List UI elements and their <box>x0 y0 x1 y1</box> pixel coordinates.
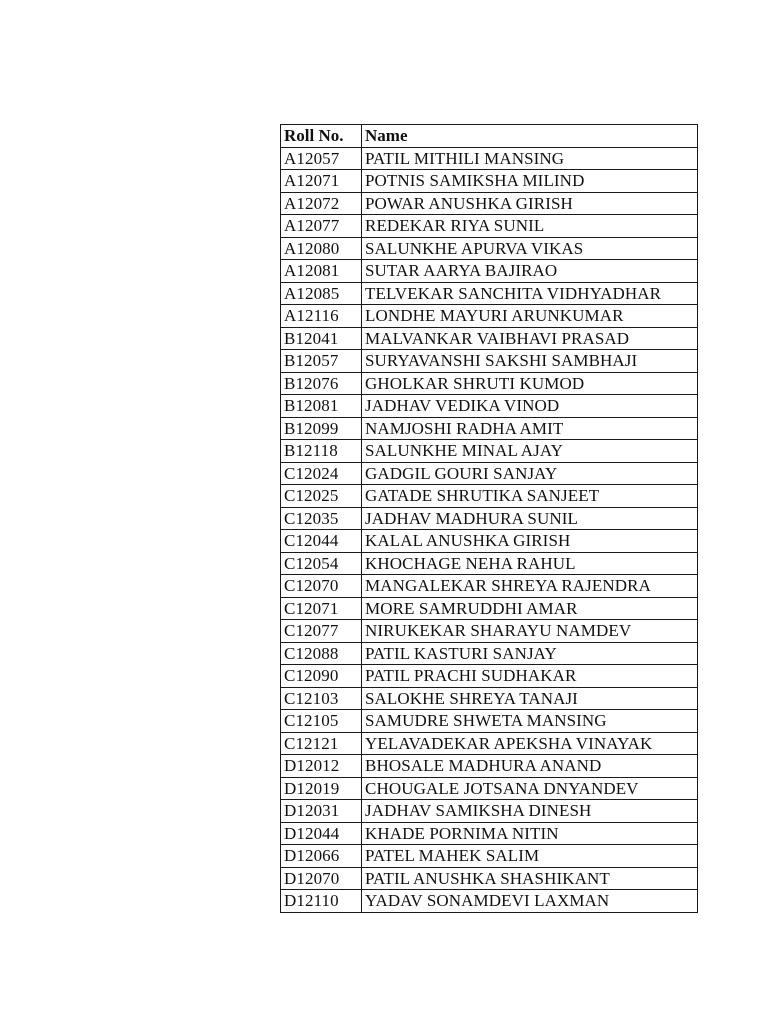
student-name-cell: SALOKHE SHREYA TANAJI <box>362 687 698 710</box>
roll-no-cell: C12044 <box>281 530 362 553</box>
roll-no-cell: B12118 <box>281 440 362 463</box>
table-row <box>281 597 698 620</box>
student-name-cell: SALUNKHE MINAL AJAY <box>362 440 698 463</box>
roll-no-cell: C12090 <box>281 665 362 688</box>
roll-no-cell: C12103 <box>281 687 362 710</box>
roll-no-cell: D12044 <box>281 822 362 845</box>
table-row <box>281 372 698 395</box>
student-name-cell: KHADE PORNIMA NITIN <box>362 822 698 845</box>
student-name-cell: REDEKAR RIYA SUNIL <box>362 215 698 238</box>
roll-list-table <box>280 124 698 913</box>
table-row <box>281 845 698 868</box>
student-name-cell: BHOSALE MADHURA ANAND <box>362 755 698 778</box>
student-name-cell: TELVEKAR SANCHITA VIDHYADHAR <box>362 282 698 305</box>
roll-no-cell: D12066 <box>281 845 362 868</box>
student-name-cell: KHOCHAGE NEHA RAHUL <box>362 552 698 575</box>
table-row <box>281 800 698 823</box>
roll-no-cell: A12081 <box>281 260 362 283</box>
table-row <box>281 215 698 238</box>
roll-no-cell: A12057 <box>281 147 362 170</box>
roll-no-cell: A12080 <box>281 237 362 260</box>
table-row <box>281 665 698 688</box>
student-name-cell: MORE SAMRUDDHI AMAR <box>362 597 698 620</box>
student-name-cell: YADAV SONAMDEVI LAXMAN <box>362 890 698 913</box>
table-row <box>281 170 698 193</box>
table-row <box>281 417 698 440</box>
table-row <box>281 260 698 283</box>
student-name-cell: GADGIL GOURI SANJAY <box>362 462 698 485</box>
student-name-cell: KALAL ANUSHKA GIRISH <box>362 530 698 553</box>
student-name-cell: MANGALEKAR SHREYA RAJENDRA <box>362 575 698 598</box>
table-row <box>281 732 698 755</box>
student-name-cell: NIRUKEKAR SHARAYU NAMDEV <box>362 620 698 643</box>
table-row <box>281 530 698 553</box>
table-row <box>281 147 698 170</box>
student-name-cell: POWAR ANUSHKA GIRISH <box>362 192 698 215</box>
roll-no-cell: B12057 <box>281 350 362 373</box>
roll-no-cell: D12012 <box>281 755 362 778</box>
table-row <box>281 350 698 373</box>
roll-no-cell: B12099 <box>281 417 362 440</box>
student-name-cell: GATADE SHRUTIKA SANJEET <box>362 485 698 508</box>
table-header-row <box>281 125 698 148</box>
student-name-cell: SURYAVANSHI SAKSHI SAMBHAJI <box>362 350 698 373</box>
roll-no-cell: B12076 <box>281 372 362 395</box>
roll-no-cell: C12121 <box>281 732 362 755</box>
student-name-cell: PATIL KASTURI SANJAY <box>362 642 698 665</box>
student-name-cell: PATIL PRACHI SUDHAKAR <box>362 665 698 688</box>
roll-no-cell: C12077 <box>281 620 362 643</box>
name-header: Name <box>362 125 698 148</box>
table-row <box>281 822 698 845</box>
table-row <box>281 507 698 530</box>
student-name-cell: SAMUDRE SHWETA MANSING <box>362 710 698 733</box>
student-name-cell: PATIL ANUSHKA SHASHIKANT <box>362 867 698 890</box>
roll-no-cell: C12035 <box>281 507 362 530</box>
student-name-cell: JADHAV MADHURA SUNIL <box>362 507 698 530</box>
table-row <box>281 867 698 890</box>
table-row <box>281 192 698 215</box>
student-name-cell: SALUNKHE APURVA VIKAS <box>362 237 698 260</box>
table-row <box>281 642 698 665</box>
student-name-cell: JADHAV VEDIKA VINOD <box>362 395 698 418</box>
table-row <box>281 485 698 508</box>
student-name-cell: NAMJOSHI RADHA AMIT <box>362 417 698 440</box>
roll-no-cell: B12081 <box>281 395 362 418</box>
roll-no-cell: A12077 <box>281 215 362 238</box>
roll-no-header: Roll No. <box>281 125 362 148</box>
roll-no-cell: C12024 <box>281 462 362 485</box>
roll-no-cell: A12085 <box>281 282 362 305</box>
student-name-cell: PATEL MAHEK SALIM <box>362 845 698 868</box>
table-row <box>281 395 698 418</box>
roll-no-cell: D12070 <box>281 867 362 890</box>
roll-no-cell: D12110 <box>281 890 362 913</box>
roll-no-cell: C12025 <box>281 485 362 508</box>
table-row <box>281 440 698 463</box>
roll-no-cell: A12071 <box>281 170 362 193</box>
table-row <box>281 777 698 800</box>
table-row <box>281 282 698 305</box>
student-name-cell: MALVANKAR VAIBHAVI PRASAD <box>362 327 698 350</box>
roll-no-cell: C12054 <box>281 552 362 575</box>
table-row <box>281 305 698 328</box>
table-row <box>281 755 698 778</box>
roll-no-cell: C12070 <box>281 575 362 598</box>
table-row <box>281 890 698 913</box>
roll-no-cell: C12105 <box>281 710 362 733</box>
roll-no-cell: A12072 <box>281 192 362 215</box>
roll-no-cell: D12031 <box>281 800 362 823</box>
table-row <box>281 237 698 260</box>
roll-no-cell: D12019 <box>281 777 362 800</box>
table-row <box>281 552 698 575</box>
student-name-cell: CHOUGALE JOTSANA DNYANDEV <box>362 777 698 800</box>
student-name-cell: YELAVADEKAR APEKSHA VINAYAK <box>362 732 698 755</box>
student-name-cell: LONDHE MAYURI ARUNKUMAR <box>362 305 698 328</box>
table-row <box>281 620 698 643</box>
student-name-cell: JADHAV SAMIKSHA DINESH <box>362 800 698 823</box>
table-body <box>281 147 698 912</box>
table-row <box>281 462 698 485</box>
student-name-cell: POTNIS SAMIKSHA MILIND <box>362 170 698 193</box>
table-row <box>281 710 698 733</box>
roll-no-cell: B12041 <box>281 327 362 350</box>
roll-no-cell: C12071 <box>281 597 362 620</box>
roll-no-cell: A12116 <box>281 305 362 328</box>
student-name-cell: SUTAR AARYA BAJIRAO <box>362 260 698 283</box>
table-row <box>281 575 698 598</box>
student-name-cell: PATIL MITHILI MANSING <box>362 147 698 170</box>
table-row <box>281 327 698 350</box>
table-row <box>281 687 698 710</box>
student-name-cell: GHOLKAR SHRUTI KUMOD <box>362 372 698 395</box>
roll-no-cell: C12088 <box>281 642 362 665</box>
